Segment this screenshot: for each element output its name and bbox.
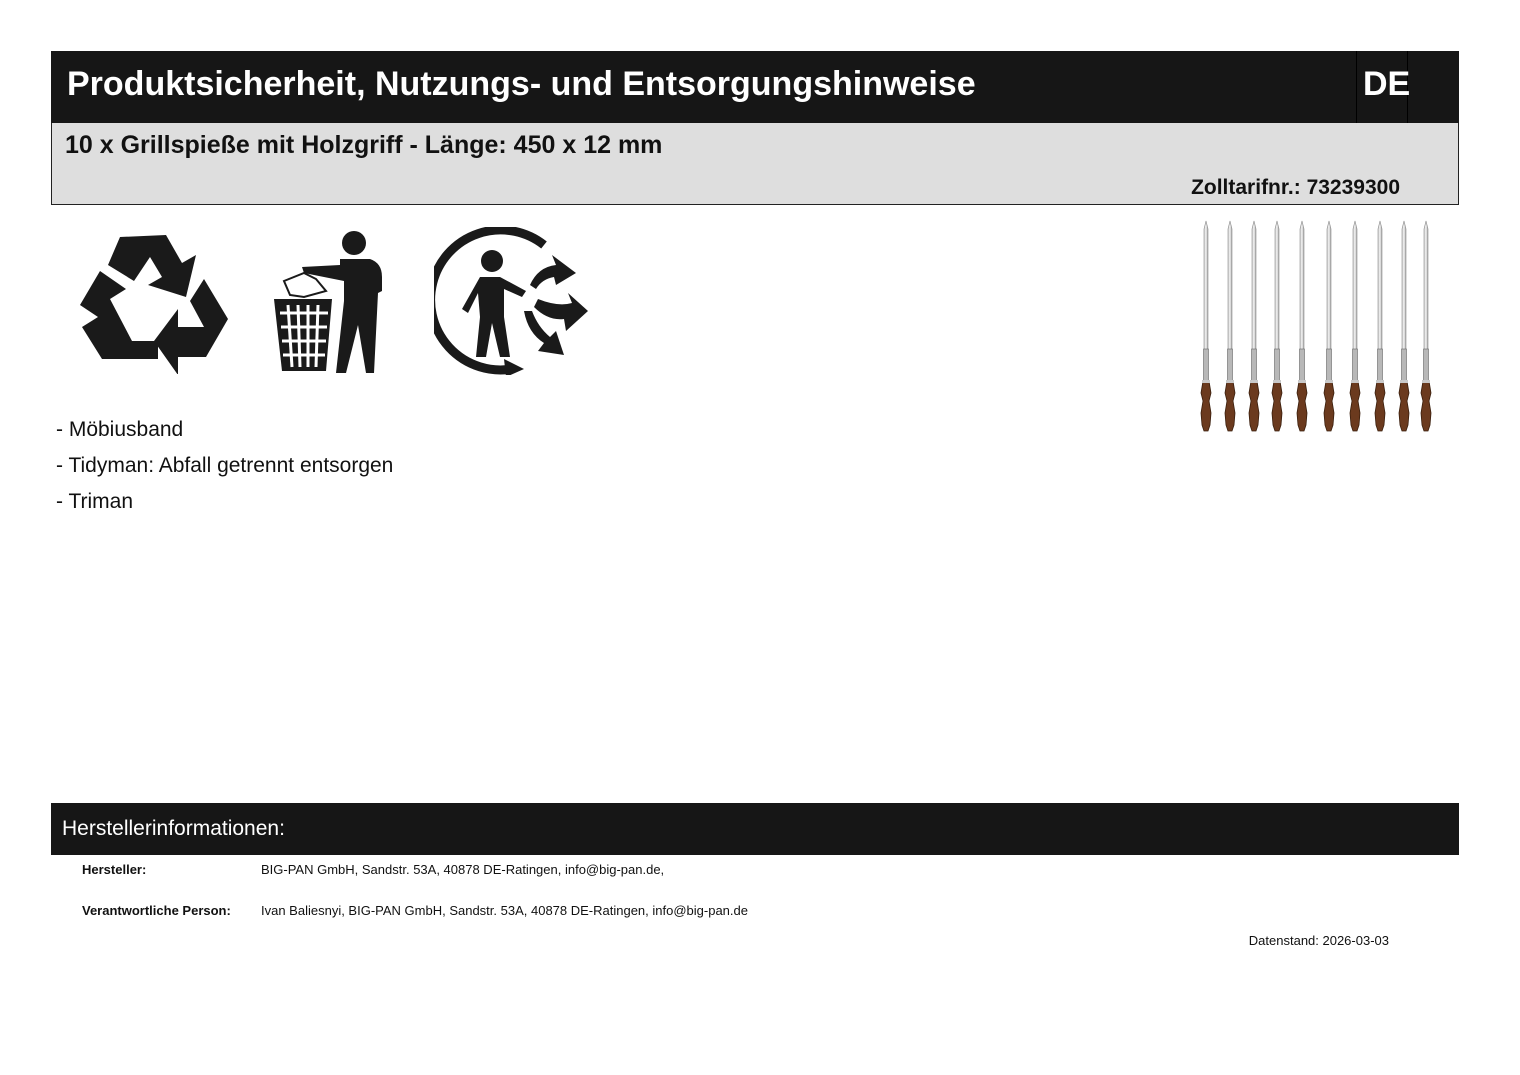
product-bar bbox=[51, 123, 1459, 205]
header-bar bbox=[51, 51, 1459, 123]
skewer bbox=[1249, 221, 1259, 431]
recycle-icon bbox=[78, 229, 230, 374]
language-code: DE bbox=[1363, 65, 1411, 103]
customs-tariff-number: Zolltarifnr.: 73239300 bbox=[1191, 176, 1400, 199]
list-item: - Tidyman: Abfall getrennt entsorgen bbox=[56, 454, 394, 477]
language-box bbox=[1356, 51, 1411, 123]
skewer bbox=[1421, 221, 1431, 431]
manufacturer-value: BIG-PAN GmbH, Sandstr. 53A, 40878 DE-Ratingen, info@big-pan.de, bbox=[261, 862, 665, 877]
list-item: - Möbiusband bbox=[56, 418, 184, 441]
skewer bbox=[1272, 221, 1282, 431]
product-image-skewers bbox=[1193, 217, 1443, 437]
manufacturer-header bbox=[51, 803, 1459, 855]
disposal-notes bbox=[56, 412, 393, 520]
product-name: 10 x Grillspieße mit Holzgriff - Länge: 450 x 12 mm bbox=[65, 131, 663, 159]
manufacturer-label: Hersteller: bbox=[82, 862, 147, 877]
skewer bbox=[1225, 221, 1235, 431]
data-date: Datenstand: 2026-03-03 bbox=[1248, 933, 1389, 948]
manufacturer-section-title: Herstellerinformationen: bbox=[62, 817, 285, 840]
triman-icon bbox=[434, 227, 590, 375]
skewer bbox=[1201, 221, 1211, 431]
skewer bbox=[1350, 221, 1360, 431]
responsible-person-value: Ivan Baliesnyi, BIG-PAN GmbH, Sandstr. 53A, 40878 DE-Ratingen, info@big-pan.de bbox=[261, 903, 748, 918]
list-item: - Triman bbox=[56, 490, 134, 513]
skewer bbox=[1297, 221, 1307, 431]
tidyman-icon bbox=[270, 229, 388, 375]
page-title: Produktsicherheit, Nutzungs- und Entsorgungshinweise bbox=[67, 65, 976, 103]
responsible-person-label: Verantwortliche Person: bbox=[82, 903, 231, 918]
skewer bbox=[1375, 221, 1385, 431]
skewer bbox=[1324, 221, 1334, 431]
skewer bbox=[1399, 221, 1409, 431]
